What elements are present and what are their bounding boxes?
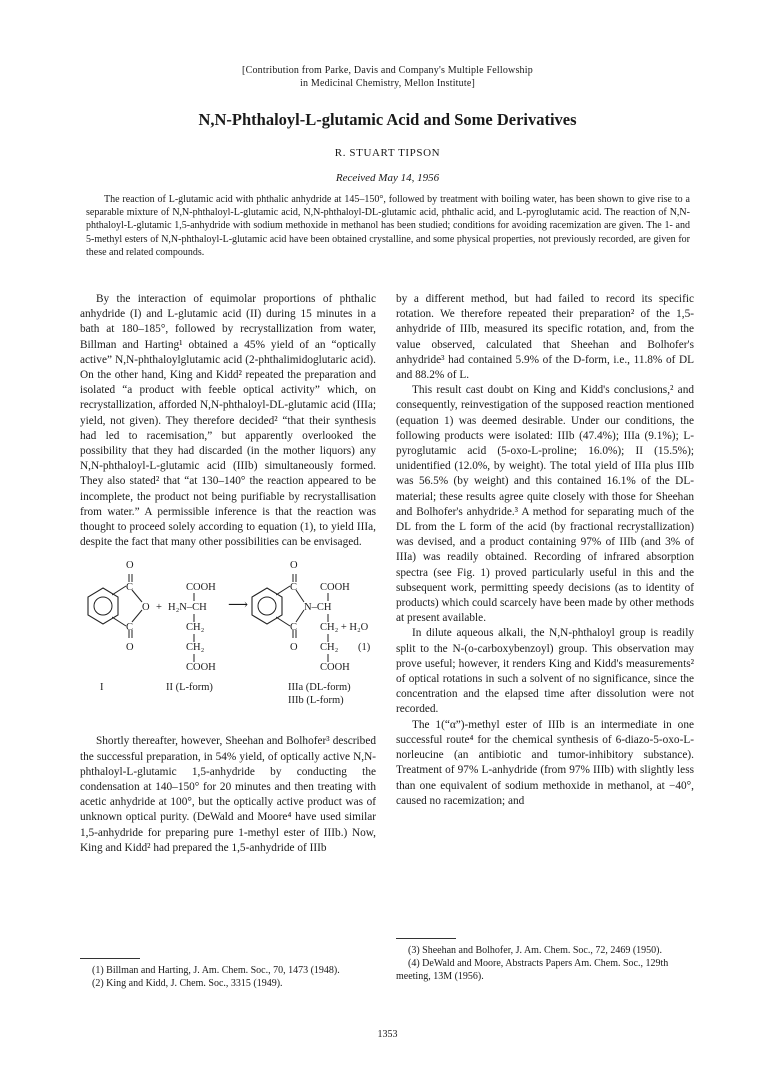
nitrogen-ch: N–CH bbox=[304, 602, 332, 614]
reaction-scheme bbox=[80, 558, 376, 724]
ch2-a: CH₂ bbox=[186, 622, 205, 634]
carbon-bottom-1: C bbox=[126, 622, 134, 634]
right-paragraph-4: The 1(“α”)-methyl ester of IIIb is an intermediate in one successful route⁴ for the chemical synthesis of 6-diazo-5-oxo-L-norleucine (an antibiotic and tumor-inhibitory substance). Treatment of 97% L-anhydride (from 97% IIIb) with slightly less than one equivalent of sodium methoxide in methanol, at −40°, caused no racemization; and bbox=[396, 718, 694, 807]
right-paragraph-2: This result cast doubt on King and Kidd's conclusions,² and consequently, reinvestigation of the supposed reaction mentioned (equation 1) was deemed desirable. Under our conditions, the following products were isolated: IIIb (47.4%); IIIa (9.1%); L-pyroglutamic acid (5-oxo-L-proline; 16.0%); II (15.5%); unidentified (12.0%, by weight). The total yield of IIIa plus IIIb was 56.5% (by weight) and this contained 16.1% of the DL-material; these results agree quite closely with those for Sheehan and Bolhofer's anhydride.³ A method for separating much of the DL from the L form of the acid (by fractional recrystallization) was devised, and a product containing 97% of IIIb (and 3% of IIIa) was readily obtained. Recording of infrared absorption spectra (see Fig. 1) proved particularly useful in this and the subsequent work, permitting speedy decisions (as to identity of products) which could scarcely have been made by other methods at present available. bbox=[396, 384, 694, 625]
label-compound-I: I bbox=[100, 682, 104, 694]
paper-title: N,N-Phthaloyl-L-glutamic Acid and Some Derivatives bbox=[198, 110, 577, 129]
contribution-line-2: in Medicinal Chemistry, Mellon Institute] bbox=[299, 78, 476, 89]
label-compound-IIIa: IIIa (DL-form) bbox=[288, 682, 351, 694]
footnote-2: (2) King and Kidd, J. Chem. Soc., 3315 (1949). bbox=[92, 978, 283, 989]
abstract: The reaction of L-glutamic acid with phthalic anhydride at 145–150°, followed by treatment with boiling water, has been shown to give rise to a separable mixture of N,N-phthaloyl-L-glutamic acid, N,N-phthaloyl-DL-glutamic acid, phthalic acid, and L-pyroglutamic acid. The reaction of N,N-phthaloyl-L-glutamic 1,5-anhydride with sodium methoxide in methanol has been studied; conditions for avoiding racemization are given. The 1- and 5-methyl esters of N,N-phthaloyl-L-glutamic acid have been obtained crystalline, and some physical properties, not previously recorded, are given for these and related compounds. bbox=[86, 194, 690, 258]
contribution-line-1: [Contribution from Parke, Davis and Company's Multiple Fellowship bbox=[242, 65, 533, 76]
plus-sign: + bbox=[156, 602, 162, 614]
cooh-3: COOH bbox=[320, 582, 350, 594]
left-column bbox=[80, 292, 376, 856]
left-paragraph-1: By the interaction of equimolar proportions of phthalic anhydride (I) and L-glutamic acid (II) during 15 minutes in a bath at 180–185°, followed by recrystallization from water, Billman and Harting¹ obtained a 45% yield of an “optically active” N,N-phthaloylglutamic acid (2-phthalimidoglutaric acid). On the other hand, King and Kidd² repeated the preparation and isolated “a product with feeble optical activity” which, on recrystallization, afforded N,N-phthaloyl-DL-glutamic acid (IIIa; yield, not given). They therefore decided² “that their synthesis had led to racemisation,” but apparently overlooked the possibility that they had discarded (in the mother liquors) any N,N-phthaloyl-L-glutamic acid (IIIb) simultaneously formed. They also stated² that “at 130–140° the reaction appeared to be incomplete, the product not being purifiable by recrystallisation from water.” A permissible inference is that the reaction was thought to proceed solely according to equation (1), to yield IIIa, despite the fact that many other possibilities can be envisaged. bbox=[80, 293, 376, 549]
carbon-top-1: C bbox=[126, 582, 134, 594]
cooh-2: COOH bbox=[186, 662, 216, 674]
left-paragraph-2: Shortly thereafter, however, Sheehan and Bolhofer³ described the successful preparation, in 54% yield, of optically active N,N-phthaloyl-L-glutamic 1,5-anhydride by conducting the condensation at 140–150° for 20 minutes and then treating with acetic anhydride at 100°, but the optically active product was of unknown optical purity. (DeWald and Moore⁴ have used similar 1,5-anhydride for preparing pure 1-methyl ester of IIIb.) Now, King and Kidd² had prepared the 1,5-anhydride of IIIb bbox=[80, 735, 376, 854]
cooh-4: COOH bbox=[320, 662, 350, 674]
contribution-note bbox=[0, 64, 775, 90]
oxygen-top-1: O bbox=[126, 560, 134, 572]
cooh-1: COOH bbox=[186, 582, 216, 594]
received-date: Received May 14, 1956 bbox=[335, 172, 440, 184]
right-paragraph-3: In dilute aqueous alkali, the N,N-phthaloyl group is readily split to the N-(o-carboxybenzoyl) group. This observation may prove useful; however, it renders King and Kidd's measurements² of optical rotations in such a solvent of no significance, since the concentration and the elapsed time after dissolution were not recorded. bbox=[396, 627, 694, 716]
reaction-arrow: ⟶ bbox=[228, 598, 249, 614]
carbon-bottom-2: C bbox=[290, 622, 298, 634]
amine-ch: H₂N–CH bbox=[168, 602, 207, 614]
oxygen-bottom-2: O bbox=[290, 642, 298, 654]
oxygen-top-2: O bbox=[290, 560, 298, 572]
label-compound-IIIb: IIIb (L-form) bbox=[288, 695, 344, 707]
equation-number: (1) bbox=[358, 642, 371, 654]
page-number: 1353 bbox=[377, 1029, 398, 1040]
footnotes-left bbox=[80, 964, 376, 990]
chain-bonds-2 bbox=[325, 593, 331, 663]
ch2-c-water: CH₂ + H₂O bbox=[320, 622, 369, 634]
footnote-rule-left bbox=[80, 958, 140, 959]
author-name: R. STUART TIPSON bbox=[334, 147, 441, 159]
footnotes-right bbox=[396, 944, 694, 983]
ch2-d: CH₂ bbox=[320, 642, 339, 654]
chain-bonds-1 bbox=[191, 593, 197, 663]
oxygen-bottom-1: O bbox=[126, 642, 134, 654]
footnote-3: (3) Sheehan and Bolhofer, J. Am. Chem. Soc., 72, 2469 (1950). bbox=[408, 945, 663, 956]
right-paragraph-1: by a different method, but had failed to record its specific rotation. We therefore repeated their preparation² of the 1,5-anhydride of IIIb, measured its specific rotation, and, from the value observed, calculated that Sheehan and Bolhofer's anhydride³ had contained 5.9% of the D-form, i.e., 11.8% of DL and 88.2% of L. bbox=[396, 293, 694, 382]
ch2-b: CH₂ bbox=[186, 642, 205, 654]
carbon-top-2: C bbox=[290, 582, 298, 594]
footnote-rule-right bbox=[396, 938, 456, 939]
right-column bbox=[396, 292, 694, 809]
oxygen-ring-1: O bbox=[142, 602, 150, 614]
footnote-1: (1) Billman and Harting, J. Am. Chem. Soc., 70, 1473 (1948). bbox=[92, 965, 340, 976]
footnote-4: (4) DeWald and Moore, Abstracts Papers Am. Chem. Soc., 129th meeting, 13M (1956). bbox=[396, 958, 669, 982]
label-compound-II: II (L-form) bbox=[166, 682, 213, 694]
